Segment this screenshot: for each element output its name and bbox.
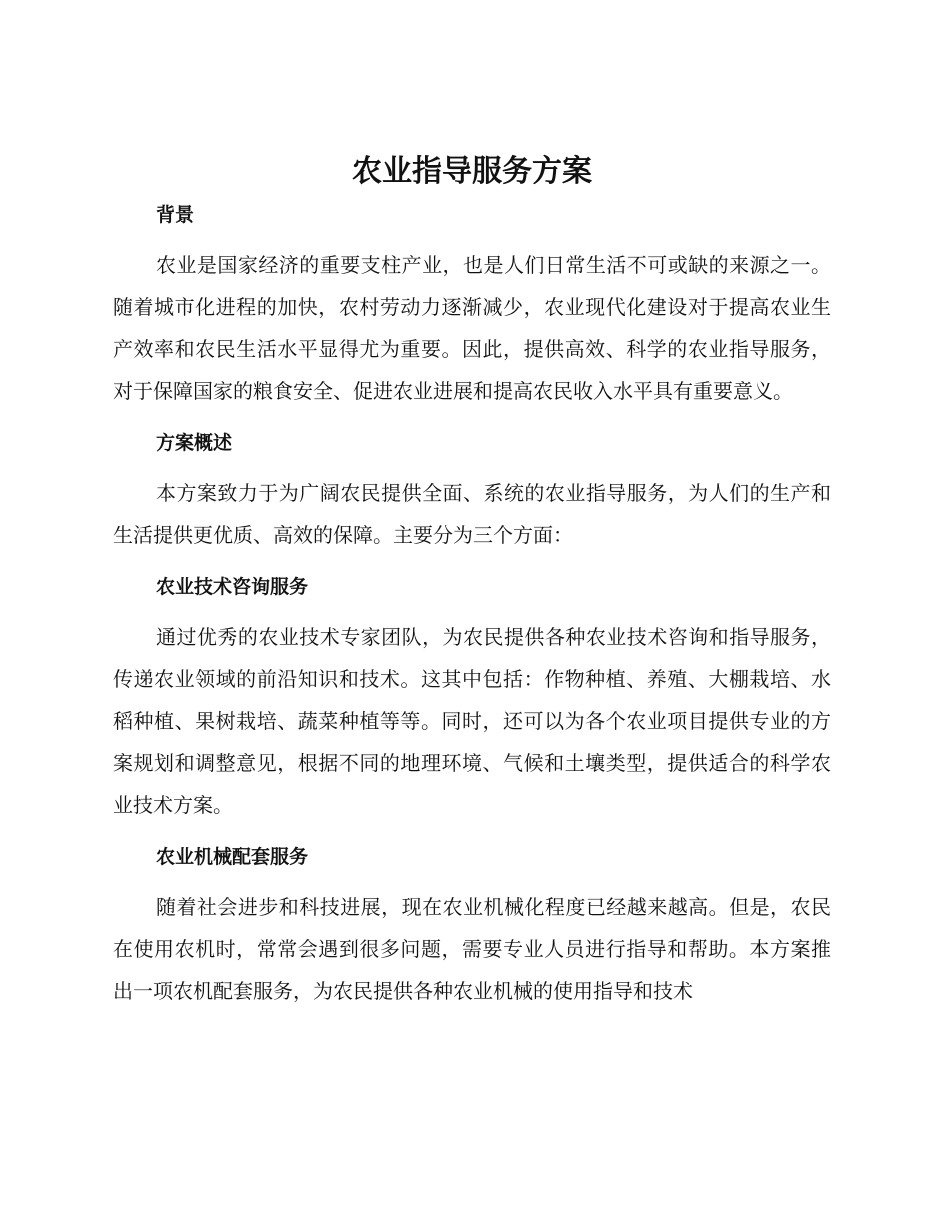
section-machinery-service — [113, 842, 831, 1012]
document-title: 农业指导服务方案 — [352, 154, 592, 189]
section-paragraph: 本方案致力于为广阔农民提供全面、系统的农业指导服务，为人们的生产和生活提供更优质、高效的保障。主要分为三个方面： — [113, 481, 831, 547]
section-paragraph: 通过优秀的农业技术专家团队，为农民提供各种农业技术咨询和指导服务，传递农业领域的前沿知识和技术。这其中包括：作物种植、养殖、大棚栽培、水稻种植、果树栽培、蔬菜种植等等。同时，还可以为各个农业项目提供专业的方案规划和调整意见，根据不同的地理环境、气候和土壤类型，提供适合的科学农业技术方案。 — [113, 625, 831, 817]
section-overview — [113, 428, 831, 556]
section-tech-consulting — [113, 572, 831, 826]
section-heading: 农业机械配套服务 — [156, 846, 309, 868]
section-background — [113, 200, 831, 412]
section-heading: 背景 — [156, 204, 195, 226]
section-heading: 方案概述 — [156, 432, 233, 454]
section-paragraph: 随着社会进步和科技进展，现在农业机械化程度已经越来越高。但是，农民在使用农机时，常常会遇到很多问题，需要专业人员进行指导和帮助。本方案推出一项农机配套服务，为农民提供各种农业机械的使用指导和技术 — [113, 895, 831, 1003]
section-heading: 农业技术咨询服务 — [156, 576, 309, 598]
document-body — [113, 150, 831, 1028]
section-paragraph: 农业是国家经济的重要支柱产业，也是人们日常生活不可或缺的来源之一。随着城市化进程的加快，农村劳动力逐渐减少，农业现代化建设对于提高农业生产效率和农民生活水平显得尤为重要。因此，提供高效、科学的农业指导服务，对于保障国家的粮食安全、促进农业进展和提高农民收入水平具有重要意义。 — [113, 253, 831, 403]
